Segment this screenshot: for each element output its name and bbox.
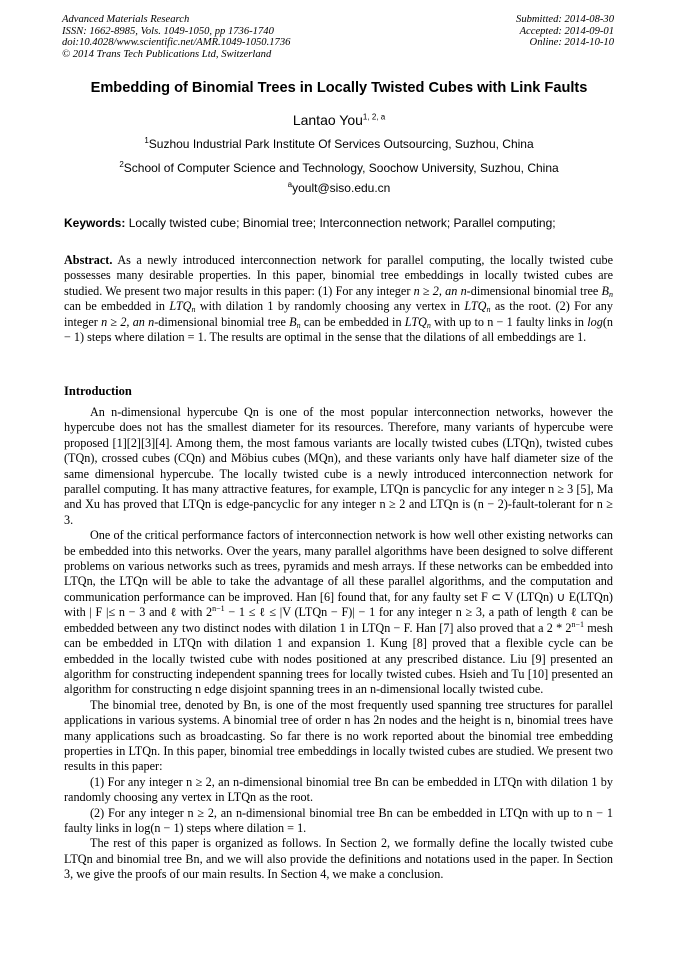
paper-title: Embedding of Binomial Trees in Locally Twisted Cubes with Link Faults xyxy=(90,80,588,96)
keywords xyxy=(64,216,624,230)
keywords-text: Locally twisted cube; Binomial tree; Interconnection network; Parallel computing; xyxy=(128,216,556,230)
intro-paragraph-2: One of the critical performance factors of interconnection network is how well other existing networks can be embedded into this networks. Over the years, many parallel algorithms have been designed to solve different problems on various networks such as trees, pyramids and mesh arrays. If these networks can be embedded into LTQn, the LTQn will be able to take the advantage of all these parallel algorithms, and the computation and communication performance can be improved. Han [6] found that, for any faulty set F ⊂ V (LTQn) ∪ E(LTQn) with | F |≤ n − 3 and ℓ with $2^{n-1} - 1$ ≤ ℓ ≤ |V (LTQn − F)| − 1 for any integer n ≥ 3, a path of length ℓ can be embedded between any two distinct nodes with dilation 1 in LTQn − F. Han [7] also proved that a $2 * 2^{n-1}$ mesh can be embedded in LTQn with dilation 1 and expansion 1. Kung [8] proved that a flexible cycle can be embedded in the locally twisted cube with nodes positioned at any prescribed distance. Liu [9] presented an algorithm for constructing independent spanning trees for locally twisted cubes. Hsieh and Tu [10] presented an algorithm for constructing n edge disjoint spanning trees in an n-dimensional locally twisted cube. xyxy=(64,528,614,697)
introduction-body xyxy=(64,405,613,883)
intro-result-1: (1) For any integer n ≥ 2, an n-dimensional binomial tree Bn can be embedded in LTQn with dilation 1 by randomly choosing any vertex in LTQn as the root. xyxy=(64,774,613,805)
author-name: Lantao You xyxy=(292,112,363,128)
accepted-date: Accepted: 2014-09-01 xyxy=(519,25,614,37)
author-line xyxy=(0,112,678,128)
dates-header xyxy=(516,14,614,49)
intro-paragraph-outline: The rest of this paper is organized as follows. In Section 2, we formally define the locally twisted cube LTQn and binomial tree Bn, and we will also provide the definitions and notations used in the paper. In Section 3, we give the proofs of our main results. In Section 4, we make a conclusion. xyxy=(64,836,613,882)
abstract: Abstract. As a newly introduced interconnection network for parallel computing, the locally twisted cube possesses many desirable properties. In this paper, binomial tree embeddings in locally twisted cubes are studied. We present two major results in this paper: (1) For any integer n ≥ 2, an n-dimensional binomial tree $B_n$ can be embedded in $LTQ_n$ with dilation 1 by randomly choosing any vertex in $LTQ_n$ as the root. (2) For any integer n ≥ 2, an n-dimensional binomial tree $B_n$ can be embedded in $LTQ_n$ with up to n − 1 faulty links in log(n − 1) steps where dilation = 1. The results are optimal in the sense that the dilations of all embeddings are 1. xyxy=(64,253,613,345)
online-date: Online: 2014-10-10 xyxy=(529,37,614,49)
issn-line: ISSN: 1662-8985, Vols. 1049-1050, pp 1736-1740 xyxy=(62,25,274,37)
abstract-label: Abstract. xyxy=(64,253,113,267)
copyright-line: © 2014 Trans Tech Publications Ltd, Switzerland xyxy=(62,48,272,60)
author-sup: 1, 2, a xyxy=(362,112,386,122)
journal-header xyxy=(62,14,290,60)
author-email[interactable]: $^a$yoult@siso.edu.cn xyxy=(287,180,391,195)
submitted-date: Submitted: 2014-08-30 xyxy=(516,14,614,25)
intro-paragraph-3: The binomial tree, denoted by Bn, is one of the most frequently used spanning tree structures for parallel applications in various systems. A binomial tree of order n has 2n nodes and the height is n, binomial trees have many applications such as broadcasting. So far there is no work reported about the binomial tree embedding properties in LTQn. In this paper, binomial tree embeddings in locally twisted cubes are studied. We present two results in this paper: xyxy=(64,697,613,774)
section-heading-introduction: Introduction xyxy=(64,384,132,398)
intro-result-2: (2) For any integer n ≥ 2, an n-dimensional binomial tree Bn can be embedded in LTQn with up to n − 1 faulty links in log(n − 1) steps where dilation = 1. xyxy=(64,805,613,835)
keywords-label: Keywords: xyxy=(64,216,126,230)
doi-link[interactable]: doi:10.4028/www.scientific.net/AMR.1049-1050.1736 xyxy=(62,37,291,49)
affiliation-2: $^2$School of Computer Science and Technology, Soochow University, Suzhou, China xyxy=(119,160,559,175)
intro-paragraph-1: An n-dimensional hypercube Qn is one of the most popular interconnection networks, however the hypercube does not has the smallest diameter for its resources. Therefore, many variants of hypercube were proposed [1][2][3][4]. Among them, the most famous variants are locally twisted cubes (LTQn), twisted cubes (TQn), crossed cubes (CQn) and Möbius cubes (MQn), and these variants only have half diameter size of the same dimensional hypercube. The locally twisted cube is a newly introduced interconnection network for parallel computing. It has many attractive features, for example, LTQn is pancyclic for any integer n ≥ 3 [5], Ma and Xu has proved that LTQn is edge-pancyclic for any integer n ≥ 2 and LTQn is (n − 2)-fault-tolerant for n ≥ 3. xyxy=(64,405,613,527)
affiliation-1: $^1$Suzhou Industrial Park Institute Of Services Outsourcing, Suzhou, China xyxy=(144,136,534,151)
journal-name: Advanced Materials Research xyxy=(62,14,190,25)
